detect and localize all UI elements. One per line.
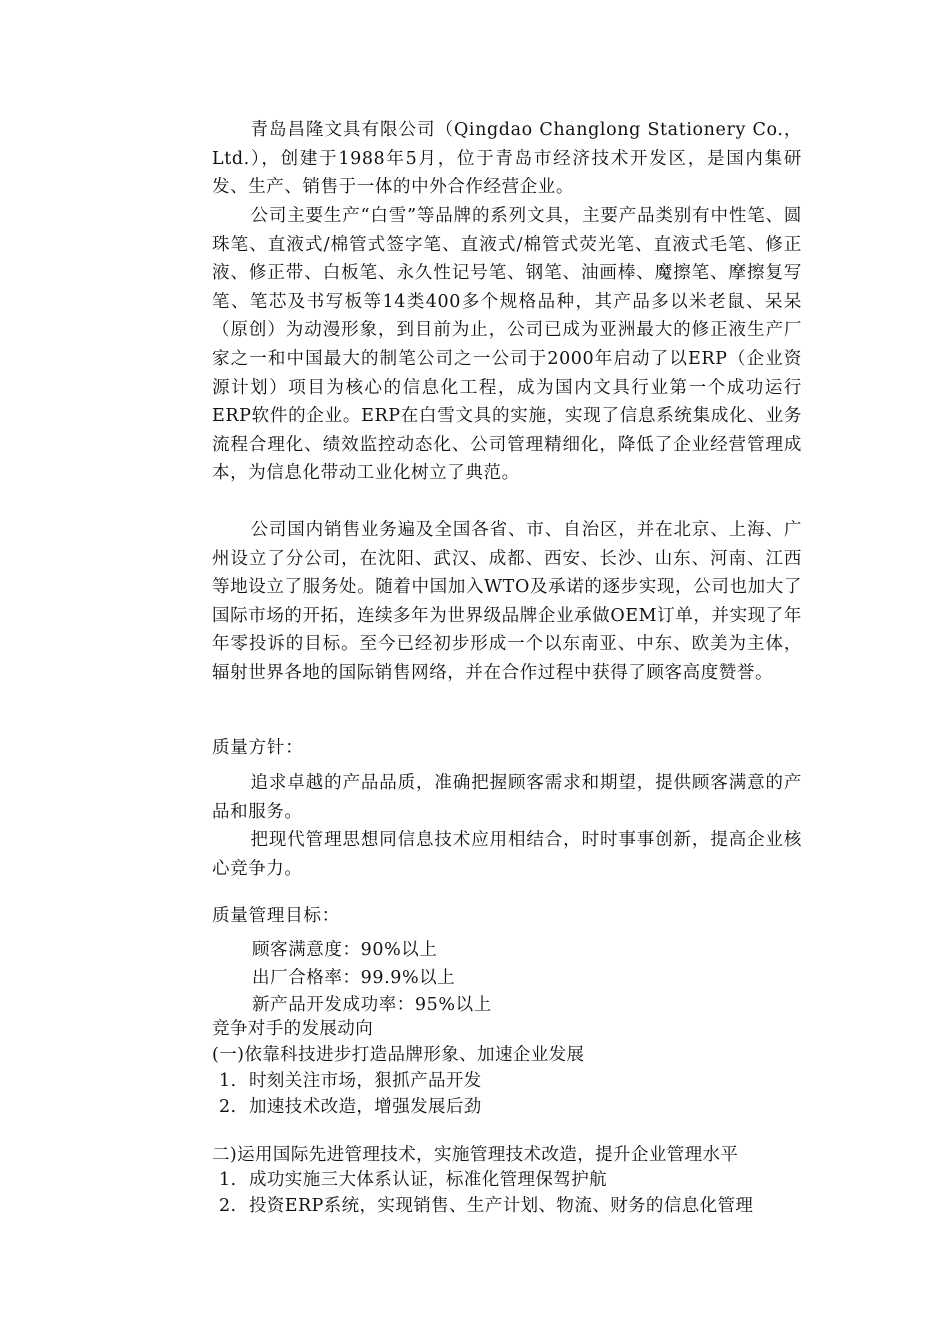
item-number: 2.	[219, 1097, 237, 1117]
item-text: 时刻关注市场，狠抓产品开发	[249, 1071, 482, 1091]
quality-policy-heading: 质量方针：	[212, 738, 304, 758]
item-number: 1.	[219, 1071, 237, 1091]
quality-target-item: 顾客满意度：90%以上	[252, 940, 438, 960]
quality-target-item: 新产品开发成功率：95%以上	[252, 995, 492, 1015]
competitors-section-1-title: (一)依靠科技进步打造品牌形象、加速企业发展	[212, 1045, 585, 1065]
item-text: 成功实施三大体系认证，标准化管理保驾护航	[249, 1170, 607, 1190]
intro-paragraph-2: 公司主要生产“白雪”等品牌的系列文具，主要产品类别有中性笔、圆珠笔、直液式/棉管式签字笔、直液式/棉管式荧光笔、直液式毛笔、修正液、修正带、白板笔、永久性记号笔、钢笔、油画棒、魔擦笔、摩擦复写笔、笔芯及书写板等14类400多个规格品种，其产品多以米老鼠、呆呆（原创）为动漫形象，到目前为止，公司已成为亚洲最大的修正液生产厂家之一和中国最大的制笔公司之一公司于2000年启动了以ERP（企业资源计划）项目为核心的信息化工程，成为国内文具行业第一个成功运行ERP软件的企业。ERP在白雪文具的实施，实现了信息系统集成化、业务流程合理化、绩效监控动态化、公司管理精细化，降低了企业经营管理成本，为信息化带动工业化树立了典范。	[212, 206, 802, 484]
quality-policy-paragraph-1: 追求卓越的产品品质，准确把握顾客需求和期望，提供顾客满意的产品和服务。	[212, 773, 802, 822]
intro-paragraph-1: 青岛昌隆文具有限公司（Qingdao Changlong Stationery Co.，Ltd.），创建于1988年5月，位于青岛市经济技术开发区，是国内集研发、生产、销售于一体的中外合作经营企业。	[212, 120, 802, 198]
item-text: 加速技术改造，增强发展后劲	[249, 1097, 482, 1117]
quality-policy-paragraph-2: 把现代管理思想同信息技术应用相结合，时时事事创新，提高企业核心竞争力。	[212, 830, 802, 879]
competitors-section-2-item	[219, 1192, 753, 1217]
item-number: 1.	[219, 1170, 237, 1190]
intro-paragraph-3: 公司国内销售业务遍及全国各省、市、自治区，并在北京、上海、广州设立了分公司，在沈阳、武汉、成都、西安、长沙、山东、河南、江西等地设立了服务处。随着中国加入WTO及承诺的逐步实现，公司也加大了国际市场的开拓，连续多年为世界级品牌企业承做OEM订单，并实现了年年零投诉的目标。至今已经初步形成一个以东南亚、中东、欧美为主体，辐射世界各地的国际销售网络，并在合作过程中获得了顾客高度赞誉。	[212, 520, 802, 683]
competitors-section-1-item	[219, 1093, 482, 1118]
competitors-section-2-title: 二)运用国际先进管理技术，实施管理技术改造，提升企业管理水平	[212, 1145, 739, 1165]
competitors-heading: 竞争对手的发展动向	[212, 1019, 374, 1039]
competitors-section-1-item	[219, 1067, 482, 1092]
competitors-section-2-item	[219, 1166, 607, 1191]
quality-targets-heading: 质量管理目标：	[212, 906, 341, 926]
item-number: 2.	[219, 1196, 237, 1216]
item-text: 投资ERP系统，实现销售、生产计划、物流、财务的信息化管理	[249, 1196, 754, 1216]
quality-target-item: 出厂合格率：99.9%以上	[252, 968, 456, 988]
